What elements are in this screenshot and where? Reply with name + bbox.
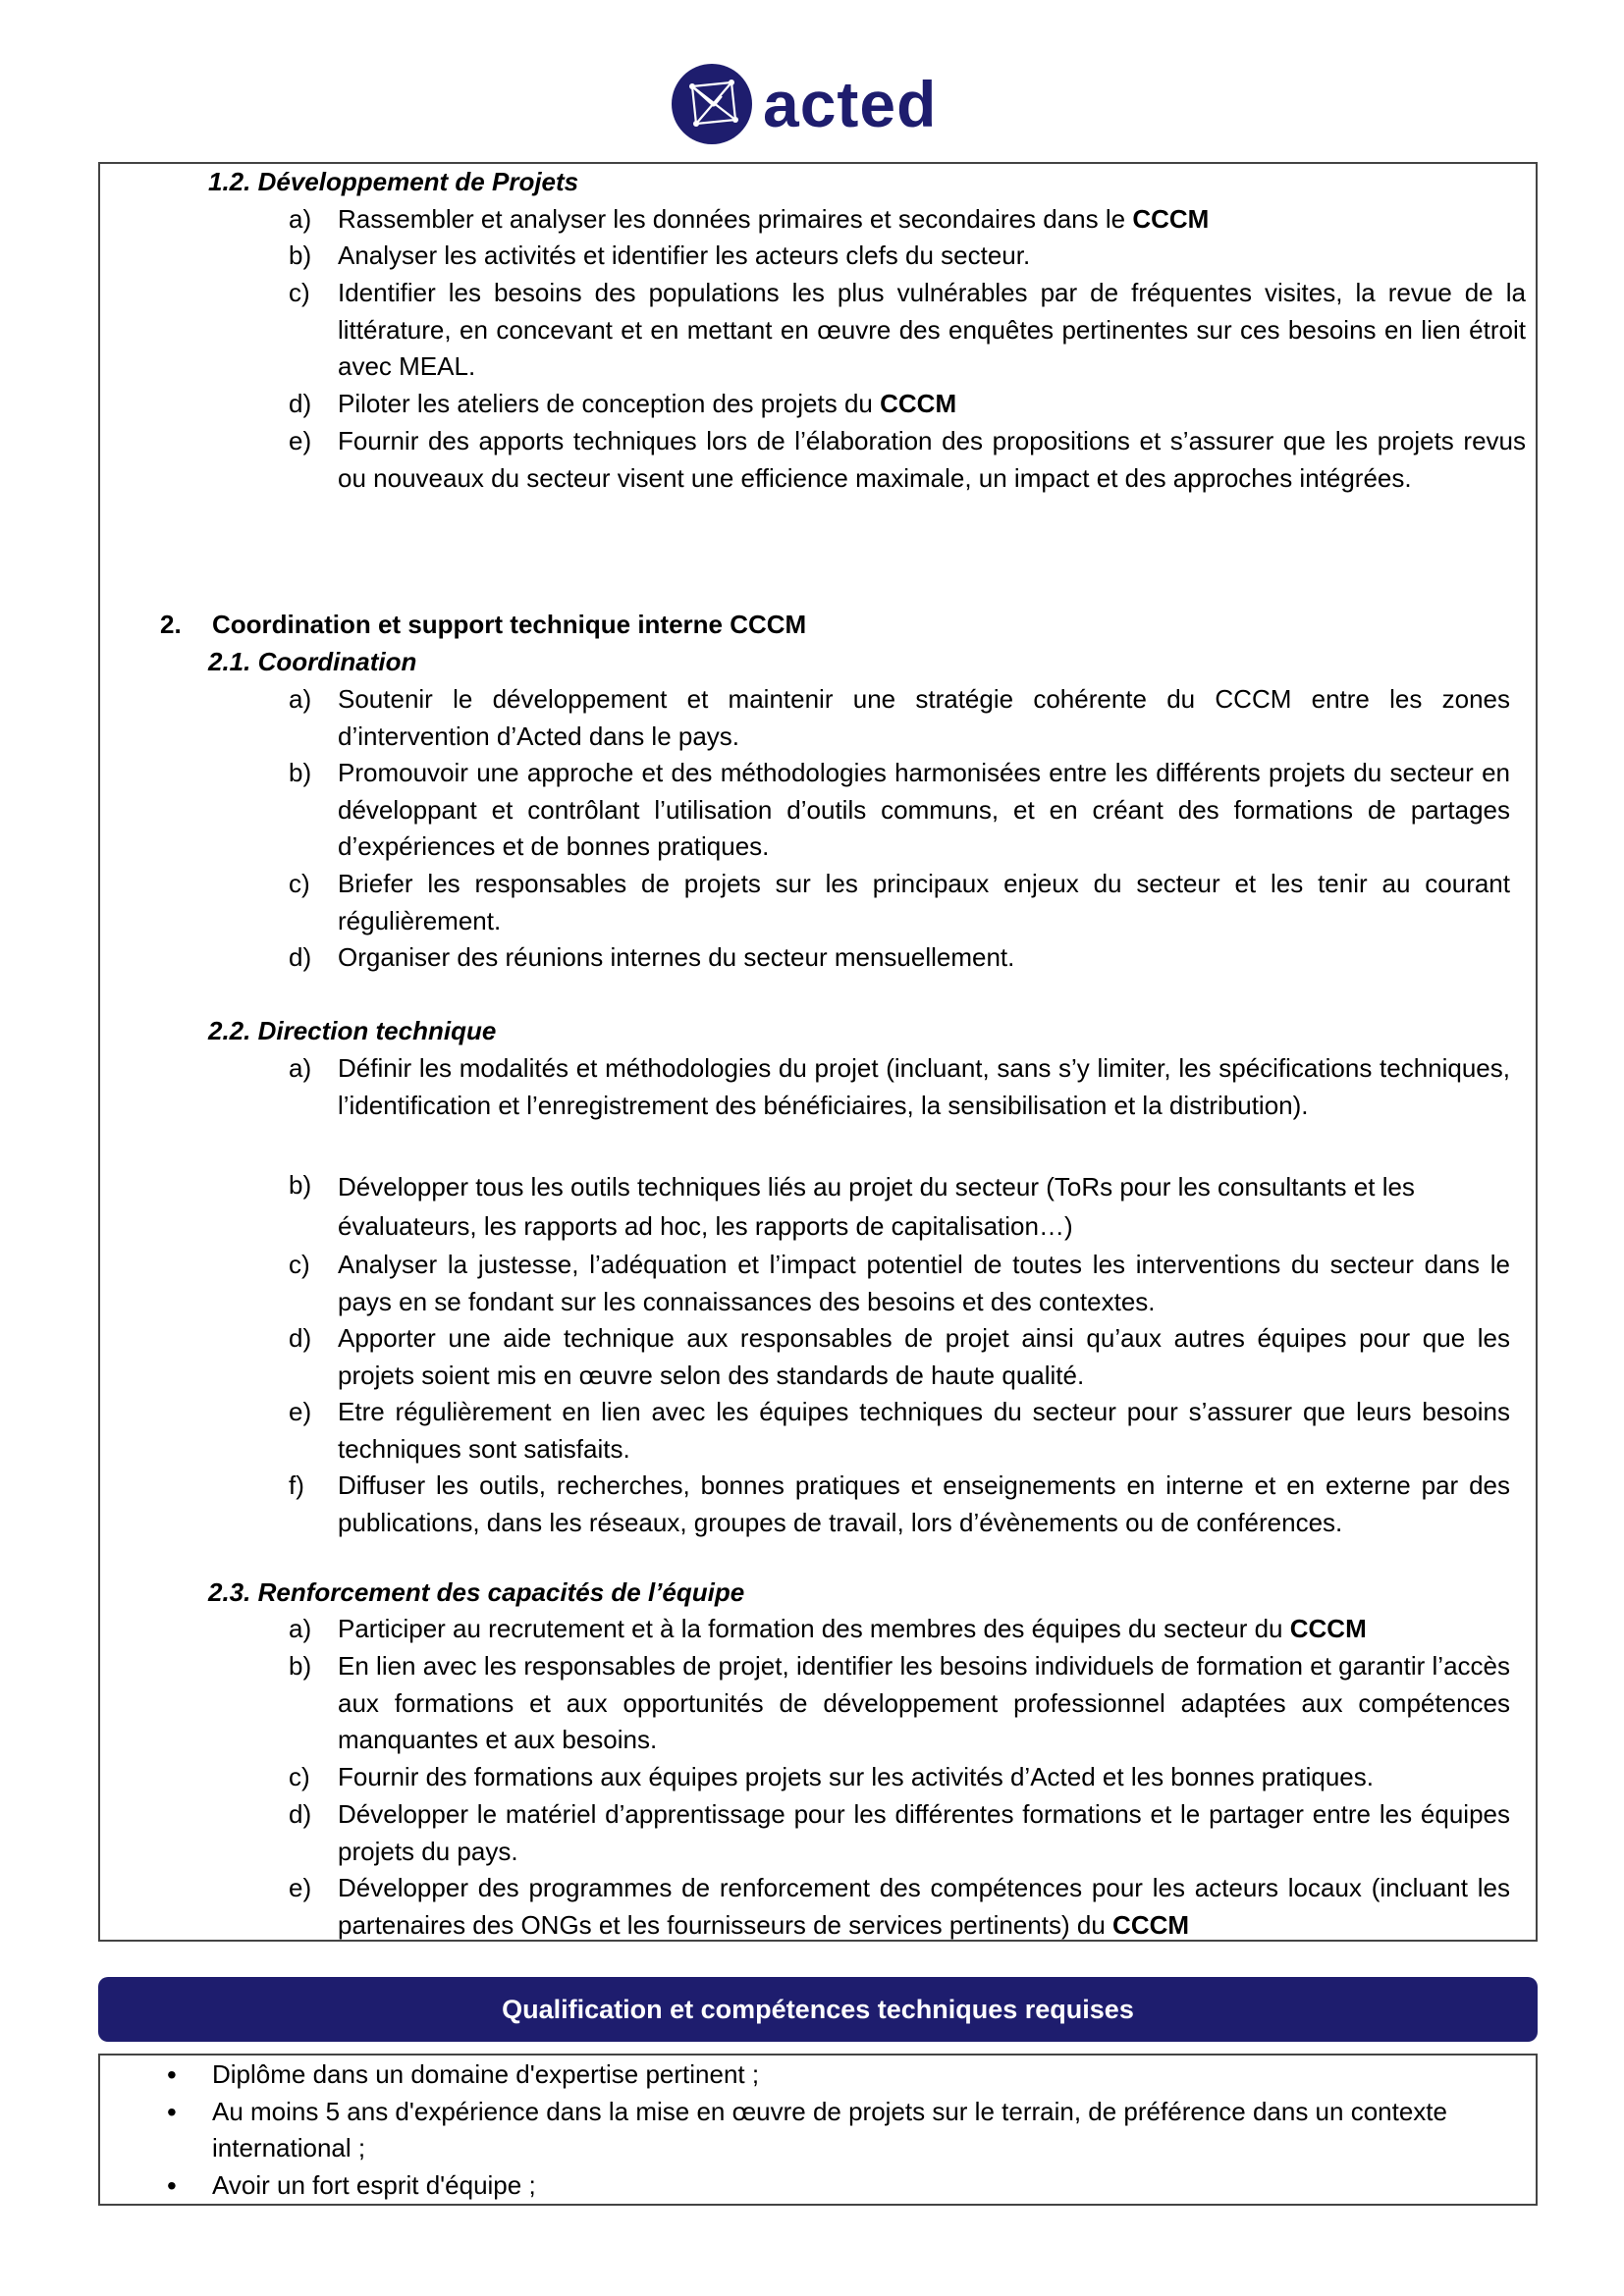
- s21-item-a-label: a): [289, 684, 312, 714]
- s12-item-e-label: e): [289, 426, 312, 455]
- section-2-2-title: 2.2. Direction technique: [208, 1016, 497, 1045]
- s23-item-a: Participer au recrutement et à la formation des membres des équipes du secteur du CCCM: [338, 1614, 1367, 1643]
- s22-item-d: Apporter une aide technique aux responsables de projet ainsi qu’aux autres équipes pour que les projets soient mis en œuvre selon des standards de haute qualité.: [338, 1323, 1510, 1390]
- s23-item-c: Fournir des formations aux équipes projets sur les activités d’Acted et les bonnes pratiques.: [338, 1762, 1374, 1791]
- s22-item-a: Définir les modalités et méthodologies du projet (incluant, sans s’y limiter, les spécifications techniques, l’identification et l’enregistrement des bénéficiaires, la sensibilisation et la distribution).: [338, 1053, 1510, 1120]
- s22-item-d-label: d): [289, 1323, 312, 1353]
- s21-item-d-label: d): [289, 942, 312, 972]
- s12-item-b-label: b): [289, 240, 312, 270]
- s21-item-d: Organiser des réunions internes du secteur mensuellement.: [338, 942, 1015, 972]
- section-2-3-title: 2.3. Renforcement des capacités de l’équipe: [208, 1577, 745, 1607]
- qualification-item-1: Diplôme dans un domaine d'expertise pertinent ;: [212, 2059, 760, 2089]
- bullet-icon: •: [167, 2097, 177, 2127]
- s22-item-e: Etre régulièrement en lien avec les équipes techniques du secteur pour s’assurer que leurs besoins techniques sont satisfaits.: [338, 1397, 1510, 1464]
- qualification-item-3: Avoir un fort esprit d'équipe ;: [212, 2170, 536, 2200]
- s22-item-a-label: a): [289, 1053, 312, 1083]
- s12-item-b: Analyser les activités et identifier les acteurs clefs du secteur.: [338, 240, 1031, 270]
- section-2-1-title: 2.1. Coordination: [208, 647, 417, 676]
- section-2-title: Coordination et support technique interne CCCM: [212, 610, 807, 639]
- s22-item-b: Développer tous les outils techniques liés au projet du secteur (ToRs pour les consultants et les évaluateurs, les rapports ad hoc, les rapports de capitalisation…): [338, 1172, 1415, 1241]
- acted-globe-icon: [671, 63, 753, 145]
- s23-item-c-label: c): [289, 1762, 310, 1791]
- section-2-number: 2.: [160, 610, 182, 639]
- s12-item-c: Identifier les besoins des populations les plus vulnérables par de fréquentes visites, la revue de la littérature, en concevant et en mettant en œuvre des enquêtes pertinentes sur ces besoins en lien étroit avec MEAL.: [338, 278, 1526, 381]
- s21-item-a: Soutenir le développement et maintenir une stratégie cohérente du CCCM entre les zones d’intervention d’Acted dans le pays.: [338, 684, 1510, 751]
- s22-item-c-label: c): [289, 1250, 310, 1279]
- s22-item-f: Diffuser les outils, recherches, bonnes pratiques et enseignements en interne et en externe par des publications, dans les réseaux, groupes de travail, lors d’évènements ou de conférences.: [338, 1470, 1510, 1537]
- s22-item-c: Analyser la justesse, l’adéquation et l’impact potentiel de toutes les interventions du secteur dans le pays en se fondant sur les connaissances des besoins et des contextes.: [338, 1250, 1510, 1316]
- s23-item-e: Développer des programmes de renforcement des compétences pour les acteurs locaux (incluant les partenaires des ONGs et les fournisseurs de services pertinents) du CCCM: [338, 1873, 1510, 1940]
- s12-item-c-label: c): [289, 278, 310, 307]
- s21-item-b: Promouvoir une approche et des méthodologies harmonisées entre les différents projets du secteur en développant et contrôlant l’utilisation d’outils communs, et en créant des formations de partages d’expériences et de bonnes pratiques.: [338, 758, 1510, 861]
- s12-item-d: Piloter les ateliers de conception des projets du CCCM: [338, 389, 957, 418]
- s12-item-a-label: a): [289, 204, 312, 234]
- acted-logo-text: acted: [763, 68, 938, 140]
- qualification-item-2: Au moins 5 ans d'expérience dans la mise en œuvre de projets sur le terrain, de préférence dans un contexte international ;: [212, 2097, 1447, 2163]
- s12-item-e: Fournir des apports techniques lors de l’élaboration des propositions et s’assurer que les projets revus ou nouveaux du secteur visent une efficience maximale, un impact et des approches intégrées.: [338, 426, 1526, 493]
- s21-item-c: Briefer les responsables de projets sur les principaux enjeux du secteur et les tenir au courant régulièrement.: [338, 869, 1510, 935]
- s21-item-c-label: c): [289, 869, 310, 898]
- s22-item-b-label: b): [289, 1170, 312, 1200]
- s12-item-d-label: d): [289, 389, 312, 418]
- s23-item-d: Développer le matériel d’apprentissage pour les différentes formations et le partager entre les équipes projets du pays.: [338, 1799, 1510, 1866]
- bullet-icon: •: [167, 2059, 177, 2090]
- s23-item-b: En lien avec les responsables de projet, identifier les besoins individuels de formation et garantir l’accès aux formations et aux opportunités de développement professionnel adaptées aux compétences manquantes et aux besoins.: [338, 1651, 1510, 1754]
- s22-item-e-label: e): [289, 1397, 312, 1426]
- bullet-icon: •: [167, 2170, 177, 2201]
- s23-item-a-label: a): [289, 1614, 312, 1643]
- acted-logo: [671, 63, 937, 145]
- s21-item-b-label: b): [289, 758, 312, 787]
- qualifications-banner-title: Qualification et compétences techniques requises: [502, 1994, 1134, 2024]
- qualifications-banner: [98, 1977, 1538, 2042]
- s23-item-b-label: b): [289, 1651, 312, 1681]
- s22-item-f-label: f): [289, 1470, 304, 1500]
- s23-item-e-label: e): [289, 1873, 312, 1902]
- s23-item-d-label: d): [289, 1799, 312, 1829]
- s12-item-a: Rassembler et analyser les données primaires et secondaires dans le CCCM: [338, 204, 1210, 234]
- section-1-2-title: 1.2. Développement de Projets: [208, 167, 579, 196]
